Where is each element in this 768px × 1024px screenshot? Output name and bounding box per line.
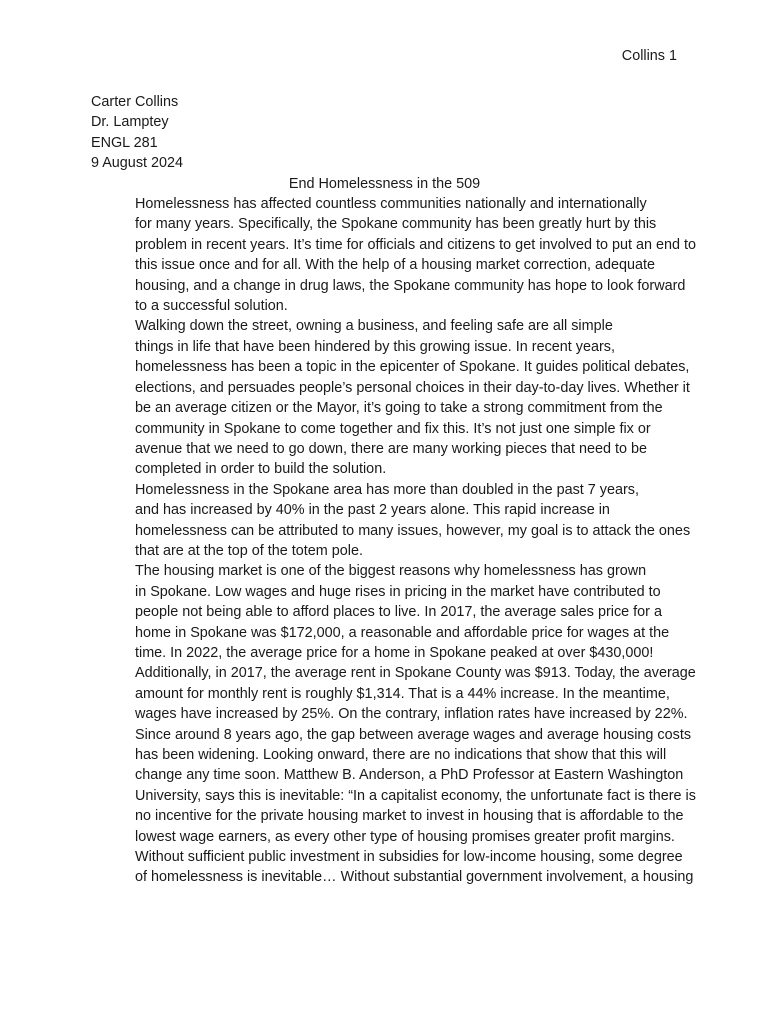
text-line: elections, and persuades people’s personal choices in their day-to-day lives. Whether it xyxy=(135,379,690,396)
text-line: homelessness can be attributed to many issues, however, my goal is to attack the ones xyxy=(135,522,691,539)
paragraph-3 xyxy=(91,480,691,562)
essay-title: End Homelessness in the 509 xyxy=(288,175,481,192)
text-line: for many years. Specifically, the Spokane community has been greatly hurt by this xyxy=(135,216,657,233)
paragraph-1 xyxy=(91,194,697,316)
text-line: community in Spokane to come together and fix this. It’s not just one simple fix or xyxy=(135,420,651,437)
text-line: in Spokane. Low wages and huge rises in pricing in the market have contributed to xyxy=(135,583,661,600)
text-line: housing, and a change in drug laws, the Spokane community has hope to look forward xyxy=(135,277,686,294)
text-line: completed in order to build the solution. xyxy=(135,461,387,478)
text-line: has been widening. Looking onward, there are no indications that show that this will xyxy=(135,747,667,763)
text-line: and has increased by 40% in the past 2 years alone. This rapid increase in xyxy=(135,502,610,519)
instructor-name: Dr. Lamptey xyxy=(91,114,169,131)
text-line: this issue once and for all. With the help of a housing market correction, adequate xyxy=(135,257,655,274)
text-line: that are at the top of the totem pole. xyxy=(135,542,364,559)
text-line: wages have increased by 25%. On the contrary, inflation rates have increased by 22%. xyxy=(135,706,688,723)
text-line: Additionally, in 2017, the average rent in Spokane County was $913. Today, the average xyxy=(135,665,696,682)
text-line: time. In 2022, the average price for a home in Spokane peaked at over $430,000! xyxy=(135,644,654,661)
text-line: amount for monthly rent is roughly $1,314. That is a 44% increase. In the meantime, xyxy=(135,685,670,702)
text-line: people not being able to afford places to live. In 2017, the average sales price for a xyxy=(135,604,662,621)
text-line: problem in recent years. It’s time for officials and citizens to get involved to put an end to xyxy=(135,236,697,253)
text-line: University, says this is inevitable: “In a capitalist economy, the unfortunate fact is there is xyxy=(135,787,696,804)
text-line: home in Spokane was $172,000, a reasonable and affordable price for wages at the xyxy=(135,624,670,641)
text-line: lowest wage earners, as every other type of housing promises greater profit margins. xyxy=(135,828,675,845)
text-line: to a successful solution. xyxy=(135,298,288,315)
text-line: change any time soon. Matthew B. Anderson, a PhD Professor at Eastern Washington xyxy=(135,767,684,784)
text-line: no incentive for the private housing market to invest in housing that is affordable to the xyxy=(135,808,684,825)
text-line: The housing market is one of the biggest reasons why homelessness has grown xyxy=(135,563,647,580)
text-line: Homelessness in the Spokane area has more than doubled in the past 7 years, xyxy=(135,481,639,498)
text-line: avenue that we need to go down, there are many working pieces that need to be xyxy=(135,440,648,457)
text-line: Without sufficient public investment in subsidies for low-income housing, some degree xyxy=(135,849,683,866)
author-name: Carter Collins xyxy=(91,94,179,110)
paragraph-4 xyxy=(91,561,696,888)
text-line: of homelessness is inevitable… Without substantial government involvement, a housing xyxy=(135,869,694,886)
text-line: Homelessness has affected countless communities nationally and internationally xyxy=(135,196,647,213)
text-line: be an average citizen or the Mayor, it’s going to take a strong commitment from the xyxy=(135,400,663,417)
text-line: homelessness has been a topic in the epicenter of Spokane. It guides political debates, xyxy=(135,359,690,376)
text-line: Since around 8 years ago, the gap between average wages and average housing costs xyxy=(135,726,692,743)
essay-date: 9 August 2024 xyxy=(91,155,184,172)
text-line: Walking down the street, owning a business, and feeling safe are all simple xyxy=(135,318,613,335)
text-line: things in life that have been hindered by this growing issue. In recent years, xyxy=(135,338,615,355)
essay-body xyxy=(91,92,697,888)
course-code: ENGL 281 xyxy=(91,134,158,151)
running-header: Collins 1 xyxy=(621,48,677,64)
paragraph-2 xyxy=(91,316,690,479)
